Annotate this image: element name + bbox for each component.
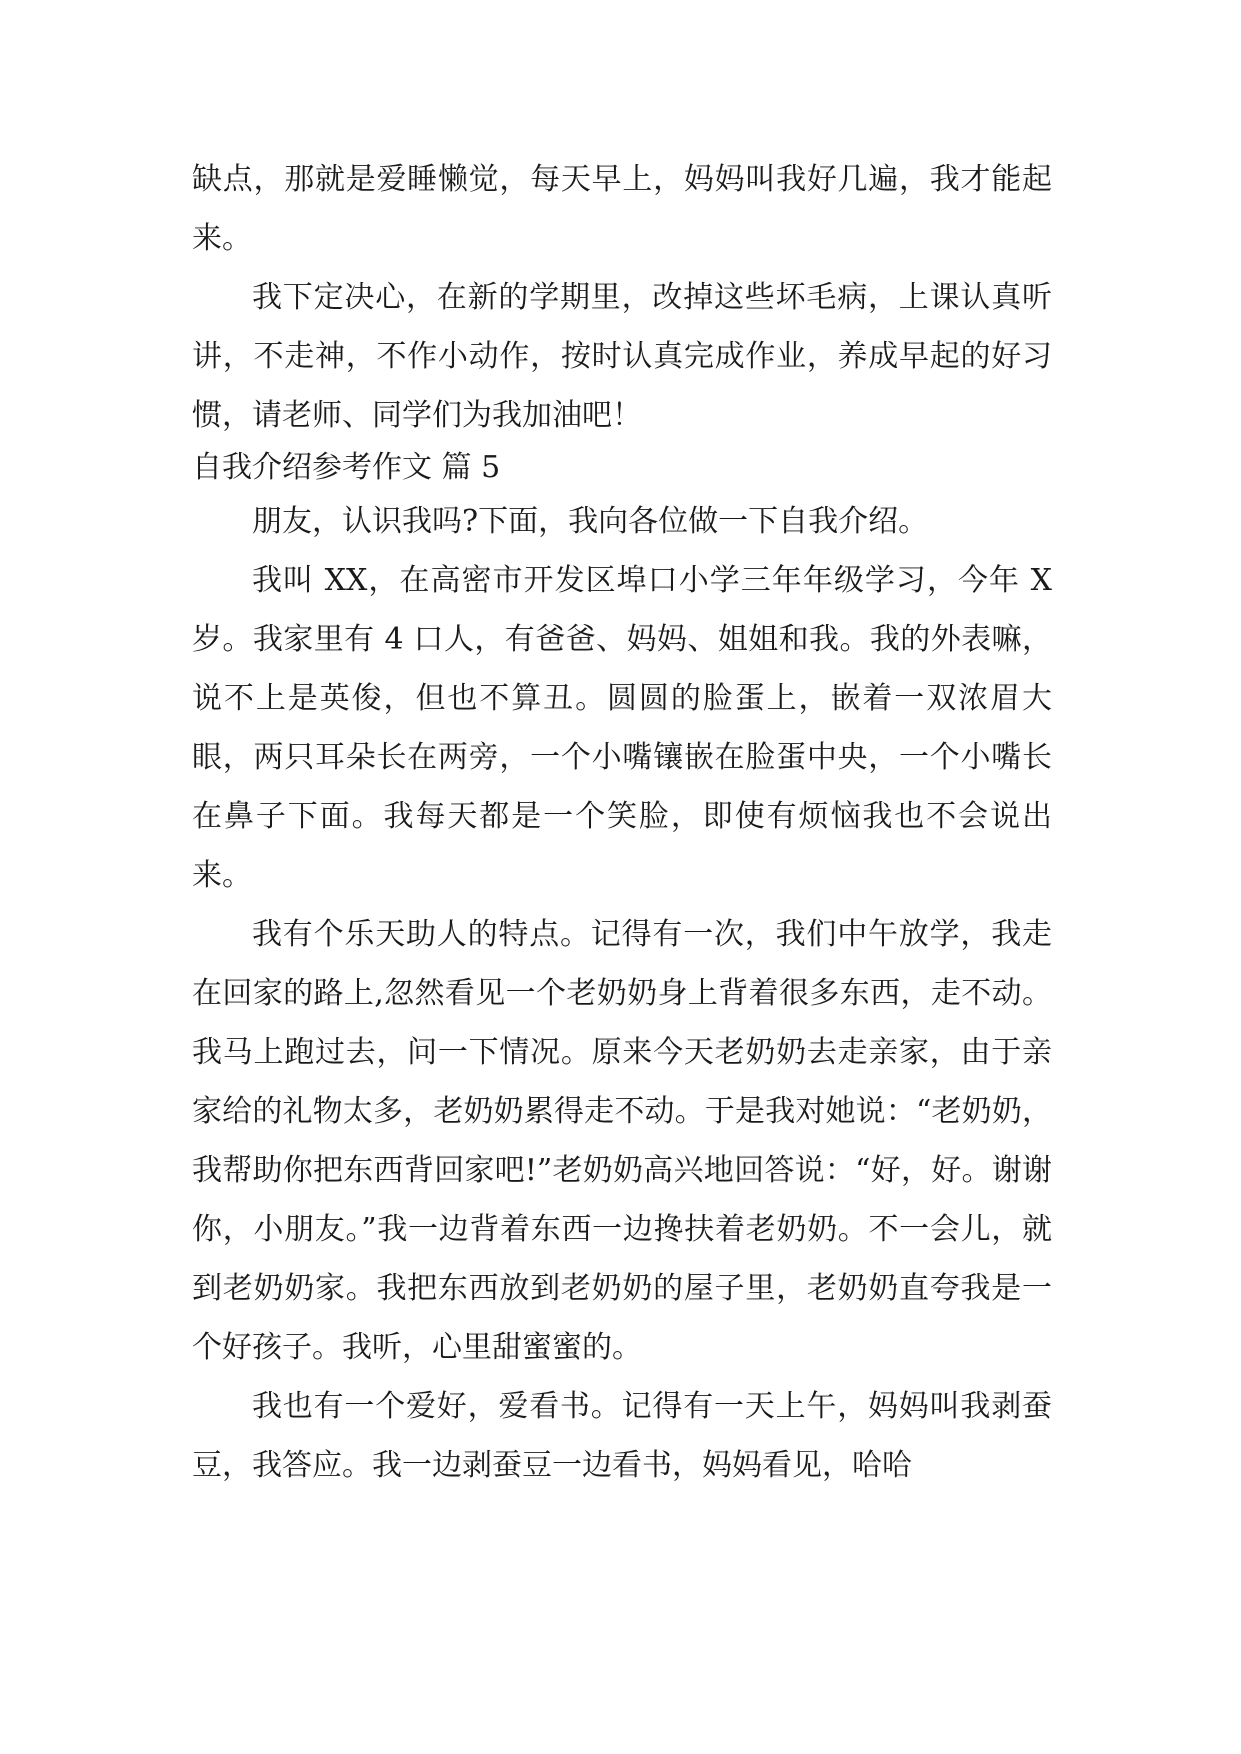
- paragraph-greeting: 朋友，认识我吗?下面，我向各位做一下自我介绍。: [252, 504, 929, 539]
- paragraph-self-description: 我叫 XX，在高密市开发区埠口小学三年年级学习，今年 X 岁。我家里有 4 口人，有爸爸、妈妈、姐姐和我。我的外表嘛，说不上是英俊，但也不算丑。圆圆的脸蛋上，嵌着一双浓眉大眼，两只耳朵长在两旁，一个小嘴镶嵌在脸蛋中央，一个小嘴长在鼻子下面。我每天都是一个笑脸，即使有烦恼我也不会说出来。: [192, 563, 1052, 893]
- paragraph-continued: 缺点，那就是爱睡懒觉，每天早上，妈妈叫我好几遍，我才能起来。: [192, 162, 1052, 256]
- paragraph-hobby: 我也有一个爱好，爱看书。记得有一天上午，妈妈叫我剥蚕豆，我答应。我一边剥蚕豆一边看书，妈妈看见，哈哈: [192, 1389, 1052, 1483]
- section-heading: 自我介绍参考作文 篇 5: [192, 450, 501, 485]
- paragraph-resolution: 我下定决心，在新的学期里，改掉这些坏毛病，上课认真听讲，不走神，不作小动作，按时认真完成作业，养成早起的好习惯，请老师、同学们为我加油吧！: [192, 280, 1052, 433]
- paragraph-helping-story: 我有个乐天助人的特点。记得有一次，我们中午放学，我走在回家的路上,忽然看见一个老奶奶身上背着很多东西，走不动。我马上跑过去，问一下情况。原来今天老奶奶去走亲家，由于亲家给的礼物太多，老奶奶累得走不动。于是我对她说：“老奶奶，我帮助你把东西背回家吧!”老奶奶高兴地回答说：“好，好。谢谢你，小朋友。”我一边背着东西一边搀扶着老奶奶。不一会儿，就到老奶奶家。我把东西放到老奶奶的屋子里，老奶奶直夸我是一个好孩子。我听，心里甜蜜蜜的。: [192, 917, 1052, 1365]
- document-body: [192, 150, 1052, 1495]
